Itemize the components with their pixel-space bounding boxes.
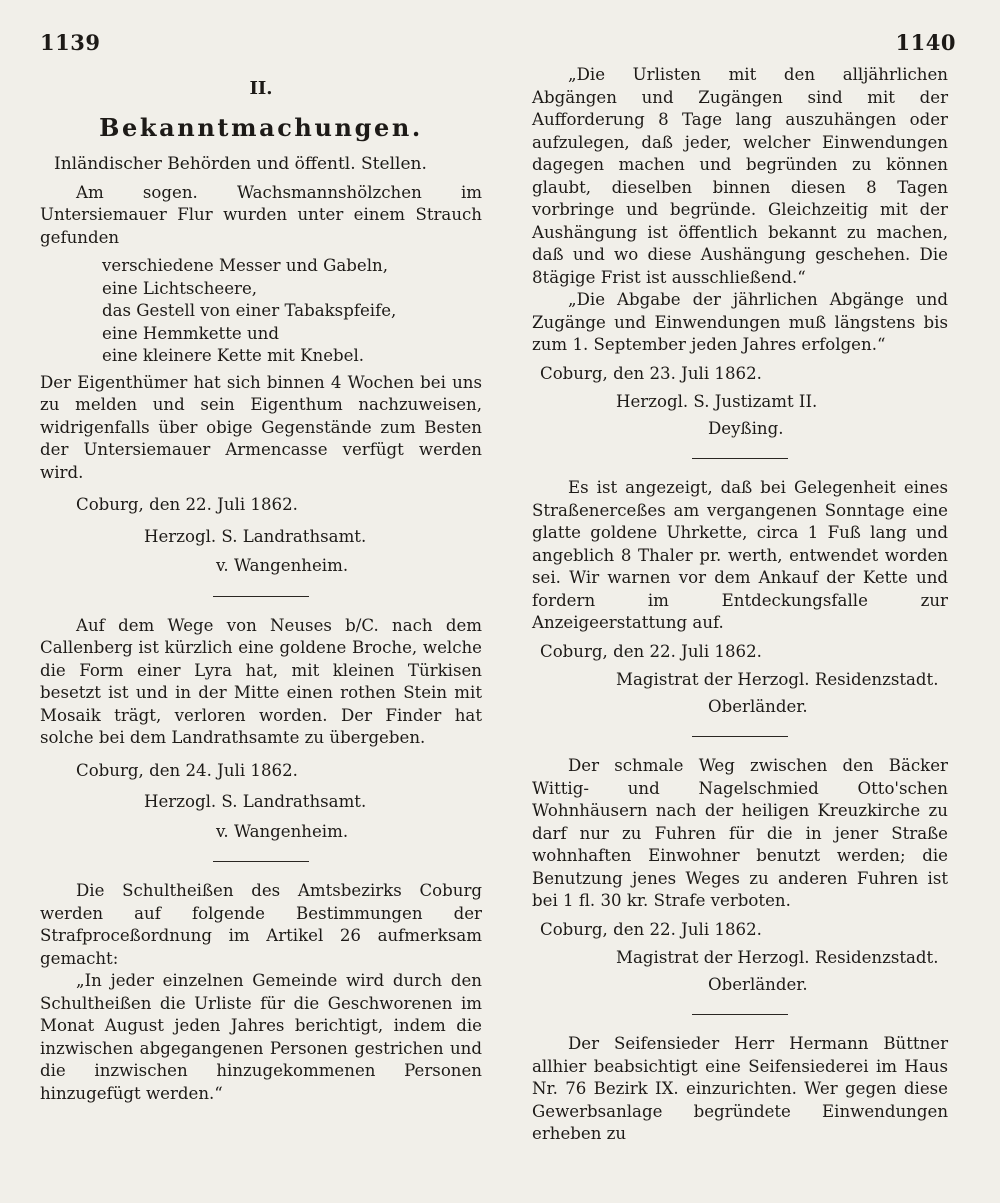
authority: Herzogl. S. Justizamt II.	[616, 392, 818, 411]
list-item: eine Lichtscheere,	[102, 278, 258, 298]
signer: Deyßing.	[708, 418, 784, 438]
found-items-list	[40, 255, 482, 368]
notice-body: Es ist angezeigt, daß bei Gelegenheit eines Straßenerceßes am vergangenen Sonntage eine glatte goldene Uhrkette, circa 1 Fuß lang und angeblich 8 Thaler pr. werth, entwendet worden sei. Wir warnen vor dem Ankauf der Kette und fordern im Entdeckungsfalle zur Anzeigeerstattung auf.	[532, 478, 948, 632]
notice-narrow-road	[532, 755, 948, 996]
separator-rule	[213, 596, 309, 597]
notice-stolen-watch-chain	[532, 477, 948, 718]
separator-rule	[213, 861, 309, 862]
notice-jury-lists	[40, 880, 482, 1105]
list-item: verschiedene Messer und Gabeln,	[102, 256, 388, 275]
notice-quote: „Die Urlisten mit den alljährlichen Abgängen und Zugängen sind mit der Aufforderung 8 Tage lang auszuhängen oder aufzulegen, daß jeder, welcher Einwendungen dagegen machen und begründen zu können glaubt, dieselben binnen diesen 8 Tagen vorbringe und begründe. Gleichzeitig mit der Aushängung ist öffentlich bekannt zu machen, daß und wo diese Aushängung geschehen. Die 8tägige Frist ist ausschließend.“	[532, 65, 948, 287]
signer: v. Wangenheim.	[216, 821, 349, 841]
page-number-right: 1140	[895, 30, 956, 55]
authority: Magistrat der Herzogl. Residenzstadt.	[616, 670, 939, 689]
notice-soap-factory	[532, 1033, 948, 1146]
authority: Herzogl. S. Landrathsamt.	[144, 526, 367, 546]
notice-body: Der schmale Weg zwischen den Bäcker Wittig- und Nagelschmied Otto'schen Wohnhäusern nach der heiligen Kreuzkirche zu darf nur zu Fuhren für die in jener Straße wohnhaften Einwohner benutzt werden; die Benutzung jenes Weges zu anderen Fuhren ist bei 1 fl. 30 kr. Strafe verboten.	[532, 756, 948, 910]
notice-quote: „Die Abgabe der jährlichen Abgänge und Zugänge und Einwendungen muß längstens bis zum 1. September jeden Jahres erfolgen.“	[532, 290, 948, 354]
dateline: Coburg, den 22. Juli 1862.	[540, 641, 762, 661]
list-item: eine kleinere Kette mit Knebel.	[102, 346, 365, 365]
separator-rule	[692, 736, 788, 737]
signer: Oberländer.	[708, 974, 808, 994]
notice-body: Die Schultheißen des Amtsbezirks Coburg werden auf folgende Bestimmungen der Strafproceßordnung im Artikel 26 aufmerksam gemacht:	[40, 881, 482, 968]
page-number-left: 1139	[40, 30, 101, 55]
authority: Magistrat der Herzogl. Residenzstadt.	[616, 948, 939, 967]
list-item: das Gestell von einer Tabakspfeife,	[102, 301, 397, 320]
notice-body: Der Seifensieder Herr Hermann Büttner allhier beabsichtigt eine Seifensiederei im Haus Nr. 76 Bezirk IX. einzurichten. Wer gegen diese Gewerbsanlage begründete Einwendungen erheben zu	[532, 1034, 948, 1143]
dateline: Coburg, den 22. Juli 1862.	[540, 919, 762, 939]
separator-rule	[692, 458, 788, 459]
right-column	[532, 64, 948, 1146]
notice-lost-brooch	[40, 615, 482, 844]
notice-body: Der Eigenthümer hat sich binnen 4 Wochen bei uns zu melden und sein Eigenthum nachzuweisen, widrigenfalls über obige Gegenstände zum Besten der Untersiemauer Armencasse verfügt werden wird.	[40, 372, 482, 482]
section-number: II.	[249, 78, 273, 99]
notice-body: Auf dem Wege von Neuses b/C. nach dem Callenberg ist kürzlich eine goldene Broche, welche die Form einer Lyra hat, mit kleinen Türkisen besetzt ist und in der Mitte einen rothen Stein mit Mosaik trägt, verloren worden. Der Finder hat solche bei dem Landrathsamte zu übergeben.	[40, 615, 482, 747]
authority: Herzogl. S. Landrathsamt.	[144, 792, 367, 811]
dateline: Coburg, den 22. Juli 1862.	[76, 495, 298, 514]
list-item: eine Hemmkette und	[102, 323, 279, 343]
separator-rule	[692, 1014, 788, 1015]
notice-intro: Am sogen. Wachsmannshölzchen im Untersiemauer Flur wurden unter einem Strauch gefunden	[40, 182, 482, 247]
section-title: Bekanntmachungen.	[99, 112, 423, 142]
dateline: Coburg, den 24. Juli 1862.	[76, 760, 298, 780]
dateline: Coburg, den 23. Juli 1862.	[540, 363, 762, 383]
notice-jury-lists-continued	[532, 64, 948, 440]
signer: Oberländer.	[708, 696, 808, 716]
notice-found-items	[40, 182, 482, 578]
notice-quote: „In jeder einzelnen Gemeinde wird durch den Schultheißen die Urliste für die Geschworenen im Monat August jeden Jahres berichtigt, indem die inzwischen abgegangenen Personen gestrichen und die inzwischen hinzugekommenen Personen hinzugefügt werden.“	[40, 971, 482, 1103]
section-subtitle: Inländischer Behörden und öffentl. Stellen.	[54, 154, 427, 174]
signer: v. Wangenheim.	[216, 556, 349, 575]
left-column	[40, 64, 482, 1105]
